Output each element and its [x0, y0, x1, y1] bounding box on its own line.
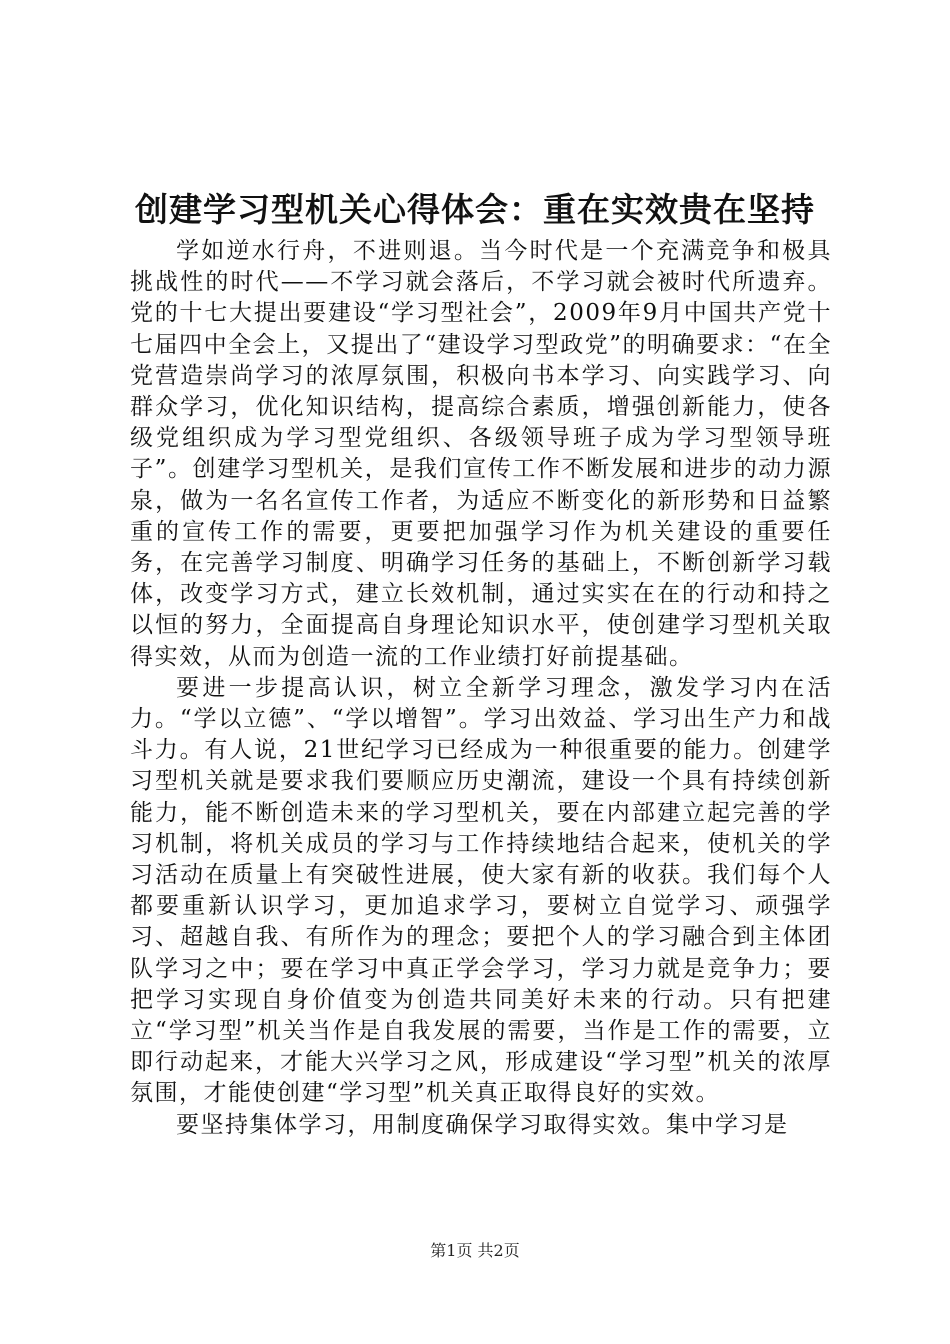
- document-title: 创建学习型机关心得体会：重在实效贵在坚持: [135, 190, 815, 229]
- page-footer: 第1页 共2页: [430, 1241, 520, 1260]
- document-body: [130, 236, 832, 1141]
- paragraph-3: 要坚持集体学习，用制度确保学习取得实效。集中学习是: [176, 1111, 789, 1138]
- paragraph-1: 学如逆水行舟，不进则退。当今时代是一个充满竞争和极具挑战性的时代——不学习就会落后，不学习就会被时代所遗弃。党的十七大提出要建设“学习型社会”，2009年9月中国共产党十七届四中全会上，又提出了“建设学习型政党”的明确要求：“在全党营造崇尚学习的浓厚氛围，积极向书本学习、向实践学习、向群众学习，优化知识结构，提高综合素质，增强创新能力，使各级党组织成为学习型党组织、各级领导班子成为学习型领导班子”。创建学习型机关，是我们宣传工作不断发展和进步的动力源泉，做为一名名宣传工作者，为适应不断变化的新形势和日益繁重的宣传工作的需要，更要把加强学习作为机关建设的重要任务，在完善学习制度、明确学习任务的基础上，不断创新学习载体，改变学习方式，建立长效机制，通过实实在在的行动和持之以恒的努力，全面提高自身理论知识水平，使创建学习型机关取得实效，从而为创造一流的工作业绩打好前提基础。: [130, 238, 832, 670]
- paragraph-2: 要进一步提高认识，树立全新学习理念，激发学习内在活力。“学以立德”、“学以增智”。学习出效益、学习出生产力和战斗力。有人说，21世纪学习已经成为一种很重要的能力。创建学习型机关就是要求我们要顺应历史潮流，建设一个具有持续创新能力，能不断创造未来的学习型机关，要在内部建立起完善的学习机制，将机关成员的学习与工作持续地结合起来，使机关的学习活动在质量上有突破性进展，使大家有新的收获。我们每个人都要重新认识学习，更加追求学习，要树立自觉学习、顽强学习、超越自我、有所作为的理念；要把个人的学习融合到主体团队学习之中；要在学习中真正学会学习，学习力就是竞争力；要把学习实现自身价值变为创造共同美好未来的行动。只有把建立“学习型”机关当作是自我发展的需要，当作是工作的需要，立即行动起来，才能大兴学习之风，形成建设“学习型”机关的浓厚氛围，才能使创建“学习型”机关真正取得良好的实效。: [130, 674, 832, 1107]
